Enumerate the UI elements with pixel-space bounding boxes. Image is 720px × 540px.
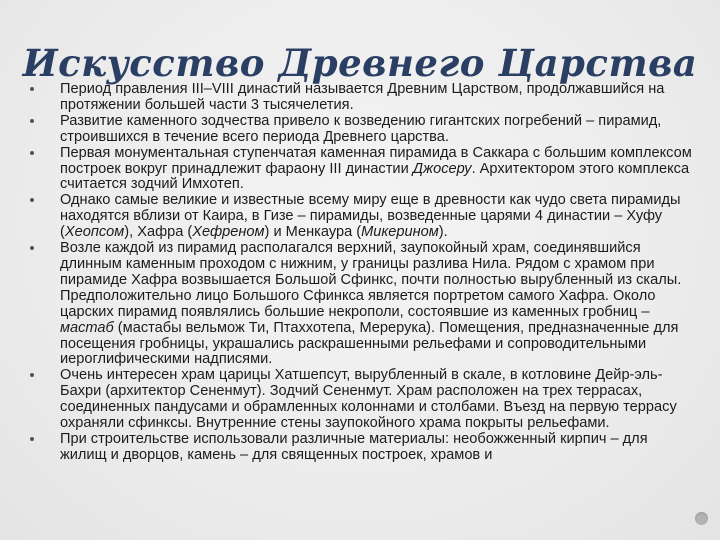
- bullet-icon: [30, 151, 34, 155]
- bullet-text: [60, 145, 692, 193]
- bullet-text-segment: . Архитектором этого комплекса считается зодчий Имхотеп.: [60, 160, 690, 193]
- bullet-text-segment: Период правления III–VIII династий называется Древним Царством, продолжавшийся на протяжении большей части 3 тысячелетия.: [60, 81, 665, 113]
- bullet-icon: [30, 87, 34, 91]
- bullet-text-segment: Развитие каменного зодчества привело к возведению гигантских погребений – пирамид, строившихся в течение всего периода Древнего царства.: [60, 112, 662, 145]
- bullet-item: [30, 432, 698, 464]
- bullet-item: [30, 114, 698, 146]
- bullet-text-segment: При строительстве использовали различные материалы: необожженный кирпич – для жилищ и дворцов, камень – для священных построек, храмов и: [60, 430, 648, 463]
- bullet-text-segment: Очень интересен храм царицы Хатшепсут, вырубленный в скале, в котловине Дейр-эль-Бахри (архитектор Сененмут). Зодчий Сененмут. Храм расположен на трех террасах, соединенных пандусами и обрамленных колоннами и столбами. Въезд на первую террасу охраняли сфинксы. Внутренние стены заупокойного храма покрыты рельефами.: [60, 367, 677, 432]
- bullet-text-segment: Однако самые великие и известные всему миру еще в древности как чудо света пирамиды находятся вблизи от Каира, в Гизе – пирамиды, возведенные царями 4 династии – Хуфу (: [60, 192, 681, 241]
- bullet-icon: [30, 198, 34, 202]
- bullet-text-segment: Возле каждой из пирамид располагался верхний, заупокойный храм, соединявшийся длинным каменным проходом с нижним, у границы разлива Нила. Рядом с храмом при пирамиде Хафра возвышается Большой Сфинкс, почти полностью вырубленный из скалы. Предположительно лицо Большого Сфинкса является портретом самого Хафра. Около царских пирамид появлялись большие некрополи, состоявшие из каменных гробниц –: [60, 240, 682, 320]
- bullet-text: [60, 113, 661, 145]
- bullet-text-segment: ).: [438, 224, 448, 241]
- bullet-icon: [30, 373, 34, 377]
- bullet-item: [30, 82, 698, 114]
- bullet-list: [30, 82, 698, 464]
- slide-content: [30, 82, 698, 464]
- bullet-text: [60, 192, 681, 240]
- bullet-text: [60, 81, 664, 113]
- bullet-text: [60, 431, 648, 463]
- bullet-text: [60, 367, 677, 431]
- bullet-text-italic: Хеопсом: [64, 224, 125, 241]
- slide-title: Искусство Древнего Царства: [22, 40, 698, 85]
- bullet-item: [30, 193, 698, 241]
- bullet-icon: [30, 119, 34, 123]
- bullet-icon: [30, 437, 34, 441]
- bullet-text-italic: Микерином: [361, 224, 439, 241]
- bullet-item: [30, 241, 698, 368]
- bullet-icon: [30, 246, 34, 250]
- bullet-text-italic: Джосеру: [412, 160, 472, 177]
- bullet-text-segment: ) и Менкаура (: [264, 224, 362, 241]
- bullet-text-segment: Первая монументальная ступенчатая каменная пирамида в Саккара с большим комплексом построек вокруг принадлежит фараону III династии: [60, 144, 692, 177]
- bullet-item: [30, 368, 698, 432]
- bullet-text-italic: Хефреном: [192, 224, 265, 241]
- slide-nav-dot[interactable]: [695, 512, 708, 525]
- bullet-text-segment: (мастабы вельмож Ти, Птаххотепа, Мерерука). Помещения, предназначенные для посещения гробницы, украшались раскрашенными рельефами и сопроводительными иероглифическими надписями.: [60, 319, 679, 368]
- bullet-text-italic: мастаб: [60, 319, 114, 336]
- bullet-text: [60, 240, 681, 367]
- bullet-item: [30, 146, 698, 194]
- bullet-text-segment: ), Хафра (: [124, 224, 193, 241]
